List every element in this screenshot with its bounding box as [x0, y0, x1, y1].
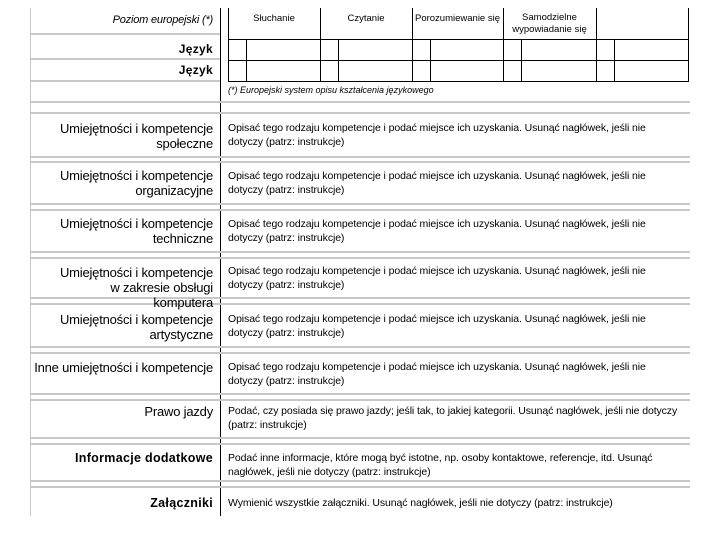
- column-divider: [220, 8, 221, 516]
- separator: [30, 156, 690, 158]
- separator: [30, 33, 220, 35]
- lang-subcol-2: [338, 39, 339, 81]
- lang-subcol-5: [614, 39, 615, 81]
- section-label-other: Inne umiejętności i kompetencje: [34, 360, 213, 375]
- language-footnote: (*) Europejski system opisu kształcenia językowego: [228, 85, 434, 95]
- section-label-artistic: Umiejętności i kompetencje artystyczne: [59, 312, 213, 342]
- level-label: Poziom europejski (*): [112, 14, 213, 26]
- separator: [30, 352, 690, 354]
- section-text-additional-info: Podać inne informacje, które mogą być istotne, np. osoby kontaktowe, referencje, itd. Usunąć nagłówek, jeśli nie dotyczy (patrz: instrukcje): [228, 452, 653, 478]
- section-text-computer: Opisać tego rodzaju kompetencje i podać miejsce ich uzyskania. Usunąć nagłówek, jeśli nie dotyczy (patrz: instrukcje): [228, 265, 646, 291]
- header-listening: Słuchanie: [253, 13, 295, 24]
- section-text-social: Opisać tego rodzaju kompetencje i podać miejsce ich uzyskania. Usunąć nagłówek, jeśli nie dotyczy (patrz: instrukcje): [228, 122, 646, 148]
- section-text-artistic: Opisać tego rodzaju kompetencje i podać miejsce ich uzyskania. Usunąć nagłówek, jeśli nie dotyczy (patrz: instrukcje): [228, 313, 646, 339]
- separator: [30, 399, 690, 401]
- header-production: Samodzielne wypowiadanie się: [512, 12, 587, 35]
- lang-subcol-1: [246, 39, 247, 81]
- lang-col-div-4: [596, 8, 597, 81]
- separator: [30, 480, 690, 482]
- separator: [30, 346, 690, 348]
- separator: [30, 257, 690, 259]
- lang-grid-right: [688, 8, 689, 81]
- section-text-annexes: Wymienić wszystkie załączniki. Usunąć nagłówek, jeśli nie dotyczy (patrz: instrukcje): [228, 497, 613, 509]
- language-row-2-label: Język: [178, 63, 213, 77]
- separator: [30, 486, 690, 488]
- separator: [30, 101, 690, 103]
- section-label-social: Umiejętności i kompetencje społeczne: [59, 121, 213, 151]
- lang-subcol-4: [521, 39, 522, 81]
- header-interaction: Porozumiewanie się: [414, 13, 500, 24]
- section-label-technical: Umiejętności i kompetencje techniczne: [59, 216, 213, 246]
- lang-grid-hline-1: [228, 39, 689, 40]
- lang-grid-hline-2: [228, 60, 689, 61]
- language-row-1-label: Język: [178, 42, 213, 56]
- separator: [30, 80, 220, 82]
- separator: [30, 443, 690, 445]
- separator: [30, 58, 220, 60]
- separator: [30, 251, 690, 253]
- lang-grid-hline-3: [228, 81, 689, 82]
- header-reading: Czytanie: [347, 13, 385, 24]
- separator: [30, 161, 690, 163]
- section-label-annexes: Załączniki: [150, 496, 213, 510]
- section-label-driving-licence: Prawo jazdy: [144, 404, 213, 419]
- separator: [30, 209, 690, 211]
- section-text-driving-licence: Podać, czy posiada się prawo jazdy; jeśli tak, to jakiej kategorii. Usunąć nagłówek, jeśli nie dotyczy (patrz: instrukcje): [228, 405, 678, 431]
- separator: [30, 112, 690, 114]
- section-text-organizational: Opisać tego rodzaju kompetencje i podać miejsce ich uzyskania. Usunąć nagłówek, jeśli nie dotyczy (patrz: instrukcje): [228, 170, 646, 196]
- section-label-additional-info: Informacje dodatkowe: [75, 451, 213, 465]
- lang-subcol-3: [430, 39, 431, 81]
- section-label-computer: Umiejętności i kompetencje w zakresie obsługi komputera: [59, 265, 213, 310]
- section-label-organizational: Umiejętności i kompetencje organizacyjne: [59, 168, 213, 198]
- separator: [30, 203, 690, 205]
- section-text-other: Opisać tego rodzaju kompetencje i podać miejsce ich uzyskania. Usunąć nagłówek, jeśli nie dotyczy (patrz: instrukcje): [228, 361, 646, 387]
- section-text-technical: Opisać tego rodzaju kompetencje i podać miejsce ich uzyskania. Usunąć nagłówek, jeśli nie dotyczy (patrz: instrukcje): [228, 218, 646, 244]
- left-border: [30, 8, 31, 516]
- separator: [30, 437, 690, 439]
- separator: [30, 393, 690, 395]
